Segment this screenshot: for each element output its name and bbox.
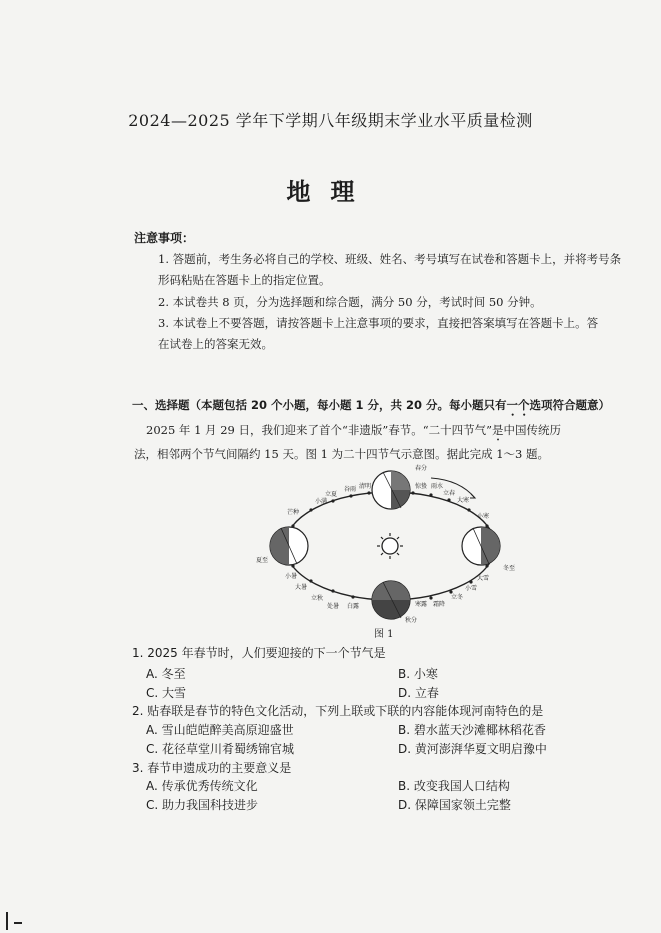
exam-title: 2024—2025 学年下学期八年级期末学业水平质量检测 bbox=[128, 111, 533, 130]
figure-caption: 图 1 bbox=[374, 629, 394, 640]
notice-item-1-line1: 1. 答题前，考生务必将自己的学校、班级、姓名、考号填写在试卷和答题卡上，并将考号条 bbox=[158, 252, 622, 266]
earth-globe-summer bbox=[270, 527, 308, 565]
term-dongzhi: 冬至 bbox=[503, 565, 516, 572]
subject-title: 地理 bbox=[286, 178, 375, 206]
earth-globe-autumn bbox=[372, 581, 410, 619]
term-dashu: 大暑 bbox=[295, 584, 308, 591]
question-1-option-a: A. 冬至 bbox=[146, 667, 186, 681]
intro-line1-emphasis: 是 bbox=[492, 423, 504, 437]
notice-item-3-line2: 在试卷上的答案无效。 bbox=[158, 337, 273, 351]
term-yushui: 雨水 bbox=[431, 483, 444, 490]
notice-item-1-line2: 形码粘贴在答题卡上的指定位置。 bbox=[158, 273, 331, 287]
section-heading-emphasis: 一个 bbox=[506, 398, 530, 412]
term-jingzhe: 惊蛰 bbox=[415, 483, 428, 490]
term-chushu: 处暑 bbox=[327, 603, 340, 610]
term-shuangjiang: 霜降 bbox=[433, 601, 446, 608]
term-liqiu: 立秋 bbox=[311, 595, 324, 602]
question-3-option-b: B. 改变我国人口结构 bbox=[398, 779, 510, 793]
section-heading bbox=[132, 397, 652, 419]
term-guyu: 谷雨 bbox=[344, 486, 357, 493]
question-1-option-b: B. 小寒 bbox=[398, 667, 438, 681]
question-2-option-d: D. 黄河澎湃华夏文明启豫中 bbox=[398, 742, 547, 756]
term-lichun: 立春 bbox=[443, 490, 456, 497]
section-heading-pre: 一、选择题（本题包括 20 个小题，每小题 1 分，共 20 分。每小题只有 bbox=[132, 398, 507, 412]
intro-line1-pre: 2025 年 1 月 29 日，我们迎来了首个“非遗版”春节。“二十四节气” bbox=[146, 423, 493, 437]
notice-item-3-line1: 3. 本试卷上不要答题，请按答题卡上注意事项的要求，直接把答案填写在答题卡上。答 bbox=[158, 316, 599, 330]
term-xiaoxue: 小雪 bbox=[465, 585, 478, 592]
margin-dash bbox=[14, 922, 22, 924]
question-3-option-c: C. 助力我国科技进步 bbox=[146, 798, 259, 812]
term-xiaoshu: 小暑 bbox=[285, 573, 298, 580]
term-hanlu: 寒露 bbox=[415, 601, 428, 608]
question-3-stem: 3. 春节申遗成功的主要意义是 bbox=[132, 761, 292, 775]
earth-globe-spring bbox=[372, 471, 410, 509]
question-1-option-c: C. 大雪 bbox=[146, 686, 187, 700]
term-chunfen: 春分 bbox=[415, 465, 428, 472]
question-2-option-b: B. 碧水蓝天沙滩椰林稻花香 bbox=[398, 723, 546, 737]
intro-line1-post: 中国传统历 bbox=[503, 423, 562, 437]
question-1-option-d: D. 立春 bbox=[398, 686, 439, 700]
question-2-option-c: C. 花径草堂川肴蜀绣锦官城 bbox=[146, 742, 295, 756]
term-qiufen: 秋分 bbox=[405, 617, 418, 624]
notice-item-3 bbox=[146, 313, 646, 355]
intro-line-1 bbox=[134, 420, 654, 444]
section-heading-post: 选项符合题意） bbox=[529, 398, 611, 412]
solar-terms-diagram bbox=[255, 458, 525, 644]
term-lixia: 立夏 bbox=[325, 491, 338, 498]
notice-item-2-line1: 2. 本试卷共 8 页，分为选择题和综合题，满分 50 分，考试时间 50 分钟。 bbox=[158, 295, 542, 309]
question-3-option-a: A. 传承优秀传统文化 bbox=[146, 779, 258, 793]
term-xiaohan: 小寒 bbox=[477, 513, 490, 520]
sun-icon bbox=[377, 533, 403, 559]
intro-line-2: 法，相邻两个节气间隔约 15 天。图 1 为二十四节气示意图。据此完成 1～3 题。 bbox=[134, 447, 550, 461]
earth-globe-winter bbox=[462, 527, 500, 565]
term-mangzhong: 芒种 bbox=[287, 509, 300, 516]
margin-mark bbox=[6, 912, 8, 930]
term-bailu: 白露 bbox=[347, 603, 360, 610]
term-xiaoman: 小满 bbox=[315, 498, 328, 505]
term-xiazhi: 夏至 bbox=[256, 557, 269, 564]
term-dahan: 大寒 bbox=[457, 497, 470, 504]
question-2-option-a: A. 雪山皑皑醉美高原迎盛世 bbox=[146, 723, 294, 737]
notice-item-2 bbox=[146, 292, 646, 313]
question-1-stem: 1. 2025 年春节时，人们要迎接的下一个节气是 bbox=[132, 646, 386, 660]
notice-item-1 bbox=[146, 249, 646, 291]
term-lidong: 立冬 bbox=[451, 594, 464, 601]
question-3-option-d: D. 保障国家领土完整 bbox=[398, 798, 511, 812]
term-daxue: 大雪 bbox=[477, 575, 490, 582]
term-qingming: 清明 bbox=[359, 483, 372, 490]
notice-heading: 注意事项： bbox=[134, 231, 195, 245]
question-2-stem: 2. 贴春联是春节的特色文化活动，下列上联或下联的内容能体现河南特色的是 bbox=[132, 704, 544, 718]
